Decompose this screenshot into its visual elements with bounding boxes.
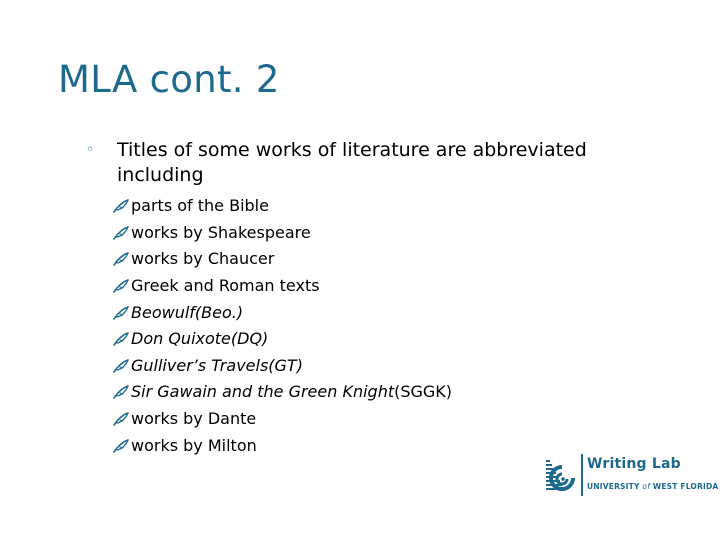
list-item — [112, 432, 452, 459]
quill-bullet-icon — [112, 384, 130, 400]
list-item-text: parts of the Bible — [131, 196, 269, 216]
list-item-text: works by Chaucer — [131, 249, 275, 269]
work-abbreviation: (GT) — [268, 355, 303, 375]
logo-university — [587, 482, 718, 491]
quill-bullet-icon — [112, 225, 130, 241]
list-item — [112, 406, 452, 433]
quill-bullet-icon — [112, 331, 130, 347]
work-title: Beowulf — [131, 302, 195, 322]
logo-name: Writing Lab — [587, 456, 681, 472]
quill-bullet-icon — [112, 198, 130, 214]
list-item — [112, 353, 452, 380]
list-item — [112, 379, 452, 406]
list-item — [112, 326, 452, 353]
quill-bullet-icon — [112, 251, 130, 267]
list-item-text: works by Milton — [131, 435, 257, 455]
list-item-text: works by Shakespeare — [131, 222, 311, 242]
quill-bullet-icon — [112, 278, 130, 294]
list-item — [112, 246, 452, 273]
logo-university-of: of — [642, 482, 651, 491]
quill-bullet-icon — [112, 305, 130, 321]
quill-bullet-icon — [112, 358, 130, 374]
list-item — [112, 220, 452, 247]
work-abbreviation: (Beo.) — [194, 302, 244, 322]
writing-lab-logo — [543, 450, 719, 502]
list-item — [112, 273, 452, 300]
spiral-shell-icon — [543, 452, 577, 500]
work-title: Gulliver’s Travels — [131, 355, 269, 375]
quill-bullet-icon — [112, 438, 130, 454]
work-title: Don Quixote — [131, 329, 231, 349]
logo-university-pre: UNIVERSITY — [587, 482, 640, 491]
work-title: Sir Gawain and the Green Knight — [131, 382, 395, 402]
list-item — [112, 193, 452, 220]
abbreviation-list — [112, 193, 452, 459]
logo-university-post: WEST FLORIDA — [652, 482, 719, 491]
slide-title: MLA cont. 2 — [58, 58, 280, 101]
list-item-text: Greek and Roman texts — [131, 276, 320, 296]
list-item — [112, 299, 452, 326]
circle-bullet-icon: ◦ — [86, 142, 95, 158]
work-abbreviation: (DQ) — [230, 329, 269, 349]
work-abbreviation: (SGGK) — [394, 382, 453, 402]
main-bullet — [86, 138, 606, 188]
quill-bullet-icon — [112, 411, 130, 427]
logo-divider — [581, 454, 583, 496]
main-bullet-text: Titles of some works of literature are abbreviated including — [117, 139, 587, 186]
list-item-text: works by Dante — [131, 409, 257, 429]
